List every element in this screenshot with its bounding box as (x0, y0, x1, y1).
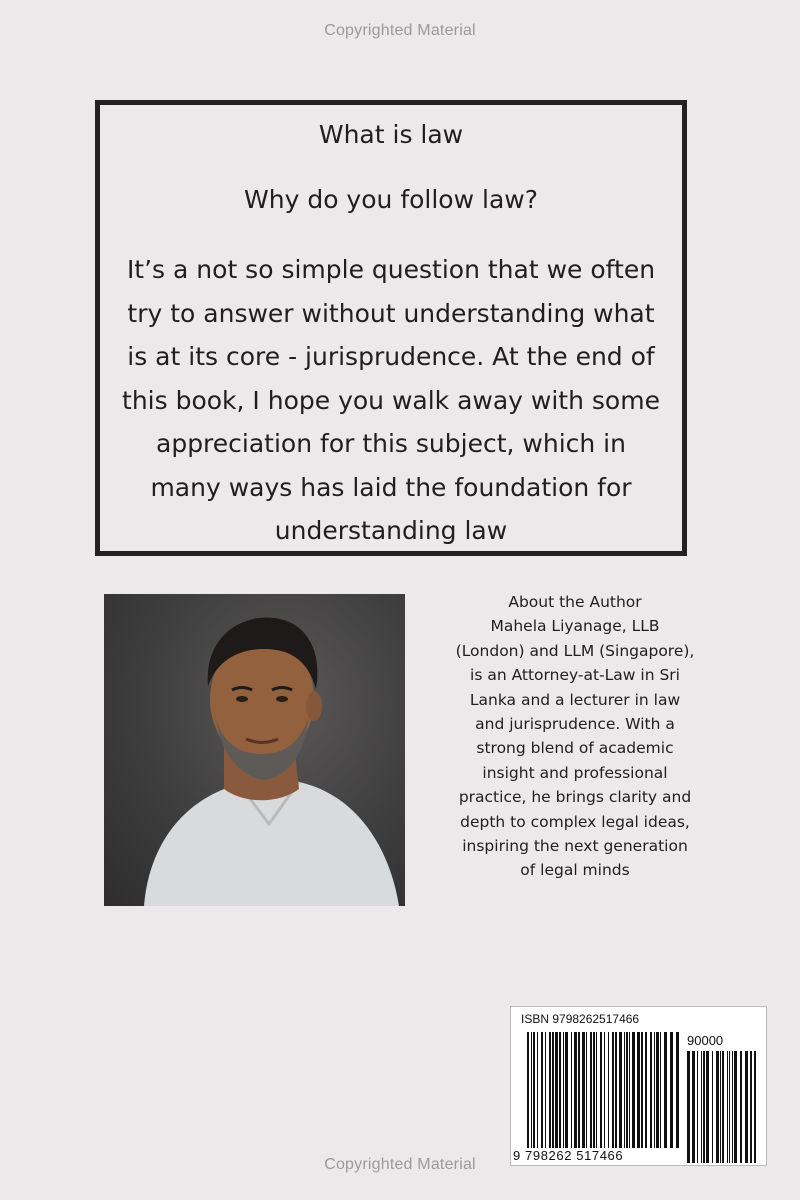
barcode-bar (670, 1032, 673, 1148)
barcode-bar (732, 1051, 733, 1163)
barcode-bar (619, 1032, 622, 1148)
barcode-bar (629, 1032, 630, 1148)
barcode-bar (637, 1032, 640, 1148)
barcode-bar (578, 1032, 580, 1148)
barcode-bar (660, 1032, 661, 1148)
bio-line: (London) and LLM (Singapore), (455, 641, 695, 660)
bio-line: About the Author (508, 593, 642, 611)
barcode-bar (703, 1051, 705, 1163)
blurb-heading: What is law (318, 120, 464, 149)
ean-barcode-bars (527, 1032, 679, 1148)
barcode-bar (720, 1051, 721, 1163)
barcode-bar (574, 1032, 577, 1148)
barcode-bar (722, 1051, 724, 1163)
barcode-bar (734, 1051, 737, 1163)
bio-line: strong blend of academic (476, 739, 674, 758)
barcode-bar (533, 1032, 535, 1148)
barcode-bar (600, 1032, 602, 1148)
barcode-bar (541, 1032, 543, 1148)
barcode-bar (590, 1032, 592, 1148)
barcode-bar (656, 1032, 659, 1148)
blurb-body: It’s a not so simple question that we often try to answer without understanding what is at its core - jurisprudence. At the end of this book, I hope you walk away with some appreciation for this subject, which in many ways has laid the foundation for understanding law (122, 255, 660, 545)
barcode-bar (612, 1032, 614, 1148)
bio-line: inspiring the next generation (462, 837, 688, 856)
barcode-bar (552, 1032, 554, 1148)
bio-line: of legal minds (520, 861, 630, 880)
barcode-bar (624, 1032, 625, 1148)
bio-line: depth to complex legal ideas, (460, 812, 690, 831)
barcode-bar (571, 1032, 572, 1148)
price-barcode-bars (687, 1051, 757, 1163)
barcode-bar (754, 1051, 756, 1163)
isbn-barcode (510, 1006, 767, 1166)
author-portrait-illustration (104, 594, 405, 906)
bio-line: Lanka and a lecturer in law (469, 690, 681, 709)
barcode-bar (745, 1051, 748, 1163)
copyright-watermark-bottom: Copyrighted Material (324, 1156, 476, 1173)
blurb-box (95, 100, 687, 556)
barcode-bar (604, 1032, 605, 1148)
barcode-bar (676, 1032, 679, 1148)
about-author-bio (425, 590, 725, 883)
barcode-bar (593, 1032, 595, 1148)
author-photo (104, 594, 405, 906)
barcode-bar (615, 1032, 617, 1148)
price-code: 90000 (687, 1033, 724, 1048)
barcode-bar (563, 1032, 564, 1148)
barcode-bar (582, 1032, 585, 1148)
barcode-bar (537, 1032, 538, 1148)
copyright-watermark-top: Copyrighted Material (324, 22, 476, 39)
barcode-bar (727, 1051, 728, 1163)
barcode-bar (716, 1051, 719, 1163)
barcode-bar (545, 1032, 546, 1148)
barcode-bar (740, 1051, 742, 1163)
barcode-bar (559, 1032, 561, 1148)
blurb-subheading: Why do you follow law? (244, 185, 538, 214)
isbn-label: ISBN 9798262517466 (521, 1012, 640, 1026)
barcode-bar (701, 1051, 702, 1163)
barcode-bar (586, 1032, 587, 1148)
barcode-bar (596, 1032, 597, 1148)
barcode-bar (692, 1051, 695, 1163)
barcode-bar (632, 1032, 635, 1148)
barcode-bar (626, 1032, 628, 1148)
barcode-bar (729, 1051, 730, 1163)
barcode-bar (531, 1032, 532, 1148)
barcode-bar (687, 1051, 690, 1163)
barcode-bar (555, 1032, 558, 1148)
barcode-bar (750, 1051, 752, 1163)
barcode-bar (712, 1051, 713, 1163)
bio-line: insight and professional (482, 763, 668, 782)
bio-line: and jurisprudence. With a (475, 715, 675, 734)
barcode-bar (697, 1051, 698, 1163)
bio-line: is an Attorney-at-Law in Sri (470, 666, 680, 685)
ean-digits: 9 798262 517466 (513, 1148, 624, 1163)
barcode-bar (549, 1032, 551, 1148)
bio-line: Mahela Liyanage, LLB (490, 617, 660, 636)
barcode-bar (664, 1032, 667, 1148)
barcode-bar (650, 1032, 652, 1148)
bio-line: practice, he brings clarity and (458, 788, 692, 807)
barcode-bar (706, 1051, 709, 1163)
barcode-bar (608, 1032, 609, 1148)
barcode-bar (527, 1032, 529, 1148)
barcode-bar (645, 1032, 647, 1148)
barcode-bar (641, 1032, 643, 1148)
barcode-bar (654, 1032, 655, 1148)
barcode-bar (565, 1032, 568, 1148)
